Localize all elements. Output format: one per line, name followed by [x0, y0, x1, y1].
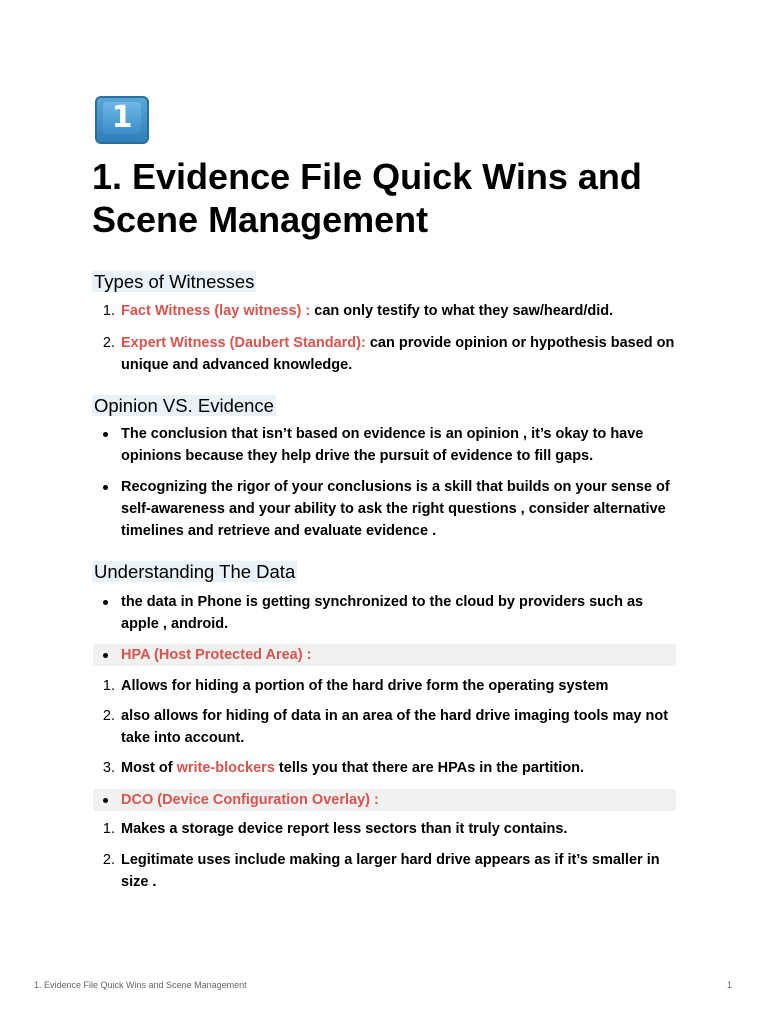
- hpa-label: HPA (Host Protected Area) :: [121, 647, 312, 663]
- list-number: 2.: [102, 335, 115, 351]
- dco-label: DCO (Device Configuration Overlay) :: [121, 792, 379, 808]
- list-number: 3.: [102, 760, 115, 776]
- bullet-dot: [103, 653, 108, 658]
- list-item: [102, 675, 681, 697]
- bullet-dot: [103, 485, 108, 490]
- list-item: [102, 849, 681, 893]
- item-text: can provide opinion or hypothesis based on unique and advanced knowledge.: [121, 335, 675, 373]
- page-title: 1. Evidence File Quick Wins and Scene Management: [92, 156, 642, 240]
- page-number: 1: [727, 980, 733, 990]
- list-item-dco: [121, 789, 681, 811]
- list-item: [102, 332, 681, 376]
- footer-title: 1. Evidence File Quick Wins and Scene Management: [34, 980, 247, 990]
- list-item: [102, 757, 681, 779]
- item-text: also allows for hiding of data in an area of the hard drive imaging tools may not take into account.: [121, 708, 669, 746]
- keycap-one-emoji-icon: [95, 96, 149, 144]
- item-text: Legitimate uses include making a larger hard drive appears as if it’s smaller in size .: [121, 852, 660, 890]
- item-text: Allows for hiding a portion of the hard drive form the operating system: [121, 678, 609, 694]
- list-number: 1.: [102, 303, 115, 319]
- keycap-digit: 1: [103, 102, 141, 134]
- bullet-dot: [103, 432, 108, 437]
- list-number: 2.: [102, 852, 115, 868]
- bullet-dot: [103, 798, 108, 803]
- list-item: [102, 705, 681, 749]
- section-heading-data: Understanding The Data: [94, 561, 296, 582]
- list-item: [121, 423, 681, 467]
- item-text: can only testify to what they saw/heard/did.: [310, 303, 614, 319]
- item-text: Most of: [121, 760, 177, 776]
- item-text: The conclusion that isn’t based on evidence is an opinion , it’s okay to have opinions because they help drive the pursuit of evidence to fill gaps.: [121, 426, 644, 464]
- section-heading-witnesses: Types of Witnesses: [94, 271, 255, 292]
- list-item: [102, 818, 681, 840]
- list-item-hpa: [121, 644, 681, 666]
- section-heading-opinion: Opinion VS. Evidence: [94, 395, 274, 416]
- item-text: the data in Phone is getting synchronized to the cloud by providers such as apple , android.: [121, 594, 644, 632]
- item-text: Makes a storage device report less sectors than it truly contains.: [121, 821, 568, 837]
- list-number: 1.: [102, 821, 115, 837]
- list-item: [121, 476, 681, 542]
- list-item: [102, 300, 681, 322]
- item-text: tells you that there are HPAs in the partition.: [274, 760, 585, 776]
- list-number: 2.: [102, 708, 115, 724]
- item-text: Recognizing the rigor of your conclusions is a skill that builds on your sense of self-awareness and your ability to ask the right questions , consider alternative timelines and retrieve and evaluate evidence .: [121, 479, 670, 539]
- term-label: Fact Witness (lay witness) :: [121, 303, 311, 319]
- write-blockers-term: write-blockers: [176, 760, 275, 776]
- bullet-dot: [103, 600, 108, 605]
- list-number: 1.: [102, 678, 115, 694]
- list-item: [121, 591, 681, 635]
- term-label: Expert Witness (Daubert Standard):: [121, 335, 366, 351]
